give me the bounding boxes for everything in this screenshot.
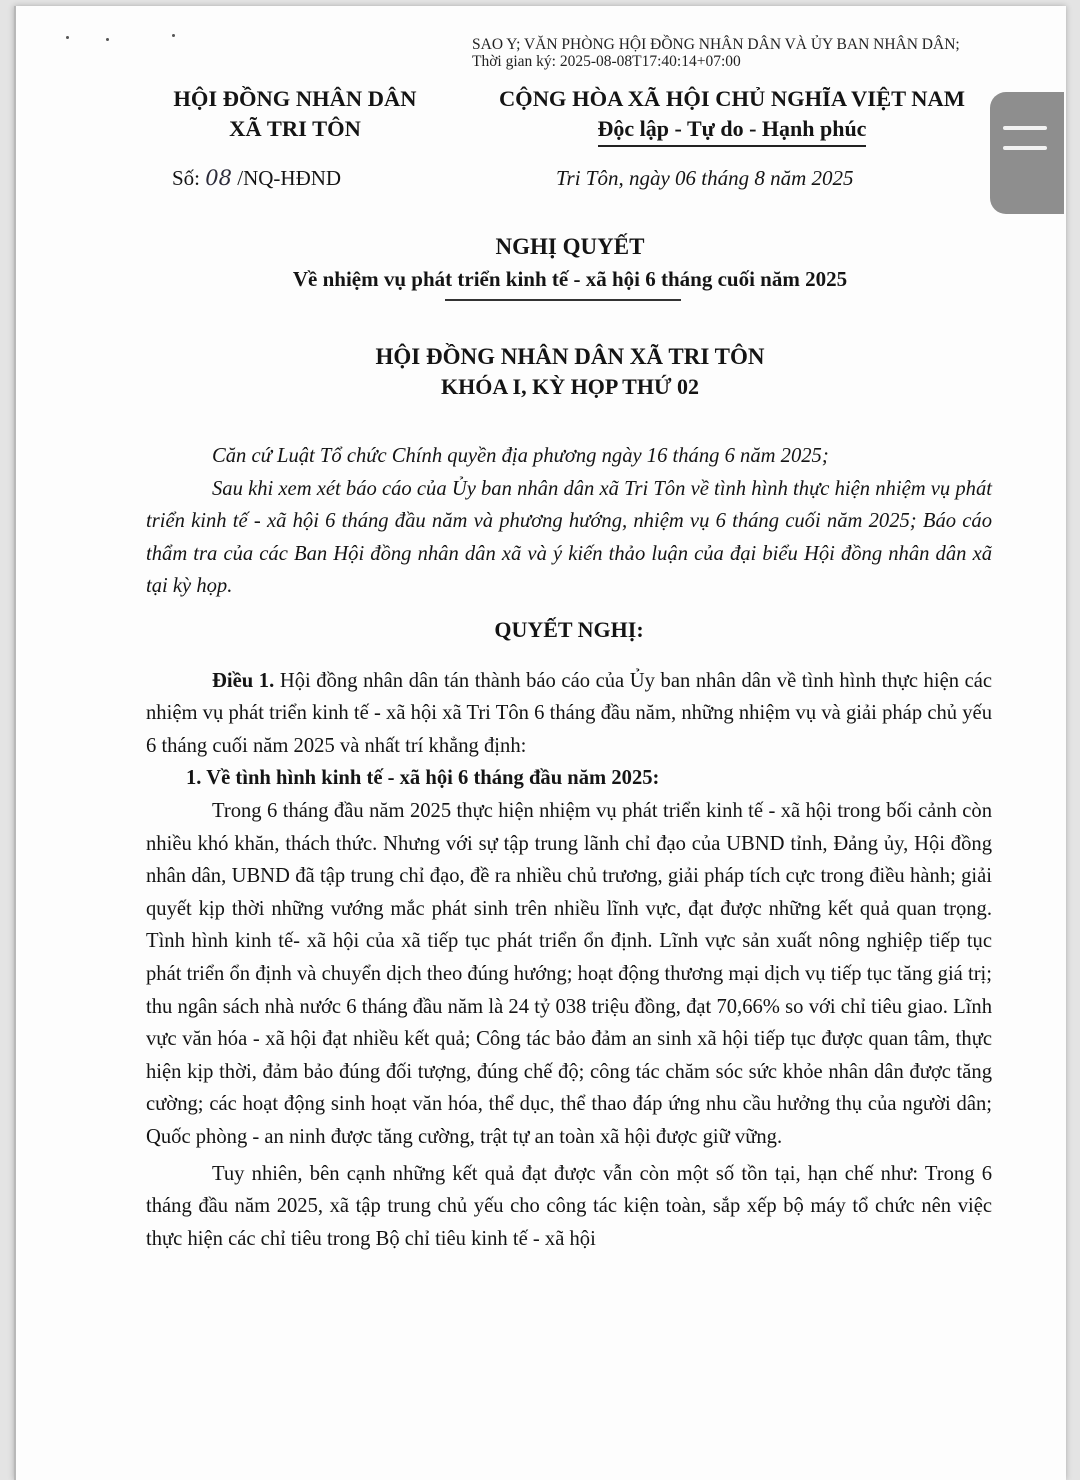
org-name-line2: XÃ TRI TÔN — [229, 116, 361, 141]
resolution-body — [146, 614, 992, 1255]
handwritten-number: 08 — [205, 166, 232, 190]
article-1-label: Điều 1. — [212, 669, 275, 692]
document-number — [172, 166, 341, 191]
scan-speck — [172, 34, 175, 37]
org-name-line1: HỘI ĐỒNG NHÂN DÂN — [173, 86, 417, 111]
section-1-paragraph-2: Tuy nhiên, bên cạnh những kết quả đạt được vẫn còn một số tồn tại, hạn chế như: Trong 6 tháng đầu năm 2025, xã tập trung chủ yếu cho công tác kiện toàn, sắp xếp bộ máy tổ chức nên việc thực hiện các chỉ tiêu trong Bộ chỉ tiêu kinh tế - xã hội — [146, 1162, 992, 1250]
signature-timestamp: Thời gian ký: 2025-08-08T17:40:14+07:00 — [472, 53, 741, 70]
legal-basis: Căn cứ Luật Tổ chức Chính quyền địa phương ngày 16 tháng 6 năm 2025; — [212, 445, 829, 467]
issuer-title: HỘI ĐỒNG NHÂN DÂN XÃ TRI TÔN — [375, 344, 765, 369]
number-suffix: /NQ-HĐND — [232, 166, 342, 190]
issuing-organization — [150, 84, 440, 144]
national-motto: Độc lập - Tự do - Hạnh phúc — [598, 114, 867, 147]
document-subject: Về nhiệm vụ phát triển kinh tế - xã hội 6 tháng cuối năm 2025 — [292, 267, 848, 291]
preamble — [146, 440, 992, 603]
place-and-date: Tri Tôn, ngày 06 tháng 8 năm 2025 — [556, 166, 854, 190]
resolution-heading: QUYẾT NGHỊ: — [494, 617, 644, 642]
article-1 — [146, 665, 992, 763]
signature-line-1: SAO Y; VĂN PHÒNG HỘI ĐỒNG NHÂN DÂN VÀ ỦY BAN NHÂN DÂN; — [472, 36, 960, 53]
digital-signature-stamp — [472, 36, 960, 70]
number-prefix: Số: — [172, 166, 206, 190]
title-divider — [445, 299, 681, 301]
scan-speck — [106, 38, 109, 41]
scan-speck — [66, 36, 69, 39]
section-1-paragraph-1: Trong 6 tháng đầu năm 2025 thực hiện nhiệm vụ phát triển kinh tế - xã hội trong bối cảnh còn nhiều khó khăn, thách thức. Nhưng với sự tập trung lãnh chỉ đạo của UBND tỉnh, Đảng ủy, Hội đồng nhân dân, UBND đã tập trung chỉ đạo, đề ra nhiều chủ trương, giải pháp tích cực trong điều hành; giải quyết kịp thời những vướng mắc phát sinh trên nhiều lĩnh vực, đạt được những kết quả quan trọng. Tình hình kinh tế- xã hội của xã tiếp tục phát triển ổn định. Lĩnh vực sản xuất nông nghiệp tiếp tục phát triển ổn định và chuyển dịch theo đúng hướng; hoạt động thương mại dịch vụ tiếp tục tăng giá trị; thu ngân sách nhà nước 6 tháng đầu năm là 24 tỷ 038 triệu đồng, đạt 70,66% so với chỉ tiêu giao. Lĩnh vực văn hóa - xã hội đạt nhiều kết quả; Công tác bảo đảm an sinh xã hội tiếp tục được quan tâm, thực hiện kịp thời, đảm bảo đúng đối tượng, đúng chế độ; công tác chăm sóc sức khỏe nhân dân được tăng cường; các hoạt động sinh hoạt văn hóa, thể dục, thể thao đáp ứng nhu cầu hưởng thụ của người dân; Quốc phòng - an ninh được tăng cường, trật tự an toàn xã hội được giữ vững. — [146, 799, 992, 1148]
scroll-handle[interactable] — [990, 92, 1064, 214]
session-title: KHÓA I, KỲ HỌP THỨ 02 — [441, 374, 699, 399]
article-1-text: Hội đồng nhân dân tán thành báo cáo của Ủy ban nhân dân về tình hình thực hiện các nhiệm vụ phát triển kinh tế - xã hội xã Tri Tôn 6 tháng đầu năm, những nhiệm vụ và giải pháp chủ yếu 6 tháng cuối năm 2025 và nhất trí khẳng định: — [146, 669, 993, 757]
section-1-heading: 1. Về tình hình kinh tế - xã hội 6 tháng đầu năm 2025: — [186, 767, 660, 790]
nation-name: CỘNG HÒA XÃ HỘI CHỦ NGHĨA VIỆT NAM — [498, 86, 966, 111]
national-heading — [462, 84, 1002, 147]
consideration-paragraph: Sau khi xem xét báo cáo của Ủy ban nhân dân xã Tri Tôn về tình hình thực hiện nhiệm vụ phát triển kinh tế - xã hội 6 tháng đầu năm và phương hướng, nhiệm vụ 6 tháng cuối năm 2025; Báo cáo thẩm tra của các Ban Hội đồng nhân dân xã và ý kiến thảo luận của đại biểu Hội đồng nhân dân xã tại kỳ họp. — [146, 477, 992, 598]
document-type: NGHỊ QUYẾT — [495, 234, 645, 259]
